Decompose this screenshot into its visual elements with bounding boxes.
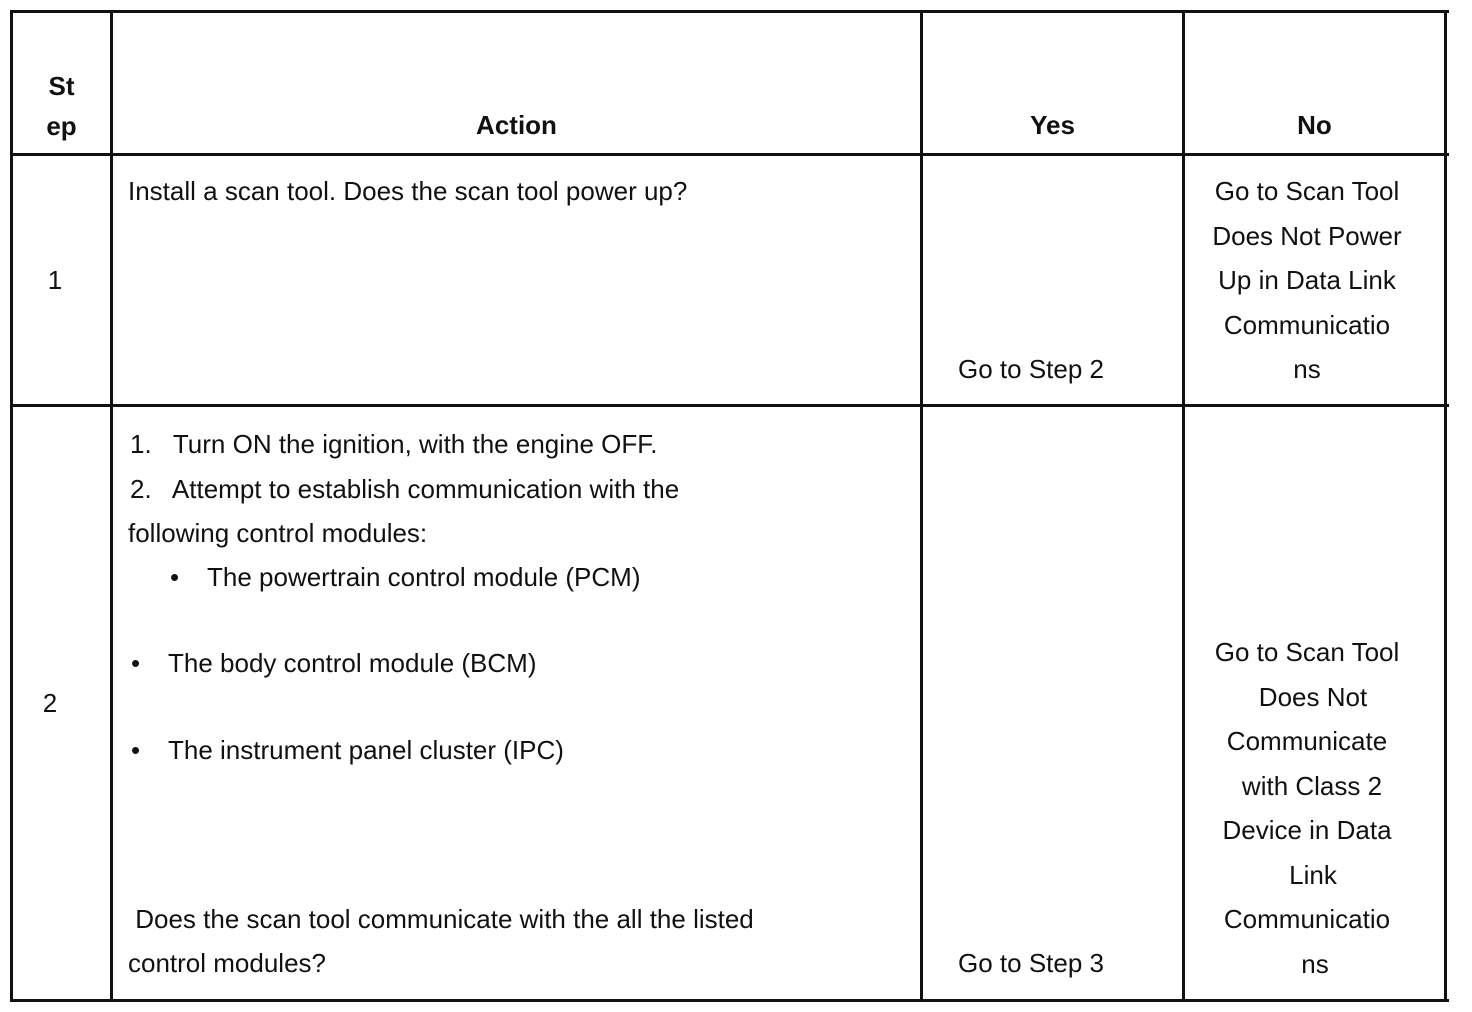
header-step-line-2: ep (46, 111, 77, 141)
header-step-line-1: St (48, 71, 75, 101)
row-2-action-line: 2. Attempt to establish communication with the (130, 474, 680, 504)
bullet-item-ipc: The instrument panel cluster (IPC) (168, 735, 564, 765)
row-2-no-line: Device in Data (1222, 815, 1392, 845)
row-1-no-line: Up in Data Link (1218, 265, 1396, 295)
bullet-marker: • (170, 562, 180, 592)
row-2-no-line: Communicate (1226, 726, 1388, 756)
bullet-item-pcm: The powertrain control module (PCM) (207, 562, 641, 592)
row-2-no (1185, 630, 1429, 986)
header-action: Action (476, 110, 557, 140)
row-1-no-line: Communicatio (1223, 309, 1391, 340)
table-border-bottom (10, 999, 1449, 1002)
row-1-no-line: Go to Scan Tool (1214, 176, 1400, 206)
bullet-marker: • (131, 648, 141, 678)
row-2-no-line: Link (1289, 859, 1337, 890)
row-2-yes: Go to Step 3 (958, 948, 1104, 978)
bullet-item-bcm: The body control module (BCM) (168, 648, 537, 678)
row-1-no-line: ns (1293, 354, 1321, 384)
row-2-no-line: with Class 2 (1241, 770, 1383, 801)
header-divider (10, 153, 1449, 156)
column-divider-action (920, 10, 923, 1002)
row-1-no (1185, 169, 1429, 392)
table-border-right (1444, 10, 1447, 1002)
row-2-no-line: Go to Scan Tool (1214, 637, 1400, 667)
row-2-question-line: control modules? (128, 948, 326, 978)
table-border-top (10, 10, 1449, 13)
row-divider (10, 404, 1449, 407)
row-1-no-line: Does Not Power (1212, 220, 1402, 251)
bullet-item-marker: • (131, 735, 141, 765)
row-1-yes: Go to Step 2 (958, 354, 1104, 384)
row-2-action-line: 1. Turn ON the ignition, with the engine OFF. (130, 429, 658, 459)
row-1-action: Install a scan tool. Does the scan tool power up? (128, 176, 688, 206)
row-2-no-line: ns (1301, 948, 1329, 979)
row-2-no-line: Does Not (1258, 681, 1368, 712)
table-border-left (10, 10, 13, 1002)
row-2-no-line: Communicatio (1223, 904, 1391, 934)
header-no: No (1297, 110, 1332, 140)
column-divider-step (110, 10, 113, 1002)
row-2-question-line: Does the scan tool communicate with the all the listed (128, 904, 754, 934)
row-2-action-line: following control modules: (128, 518, 428, 548)
header-yes: Yes (1030, 110, 1075, 140)
row-1-step: 1 (47, 265, 63, 295)
row-2-step: 2 (42, 688, 58, 718)
header-step (13, 66, 110, 146)
